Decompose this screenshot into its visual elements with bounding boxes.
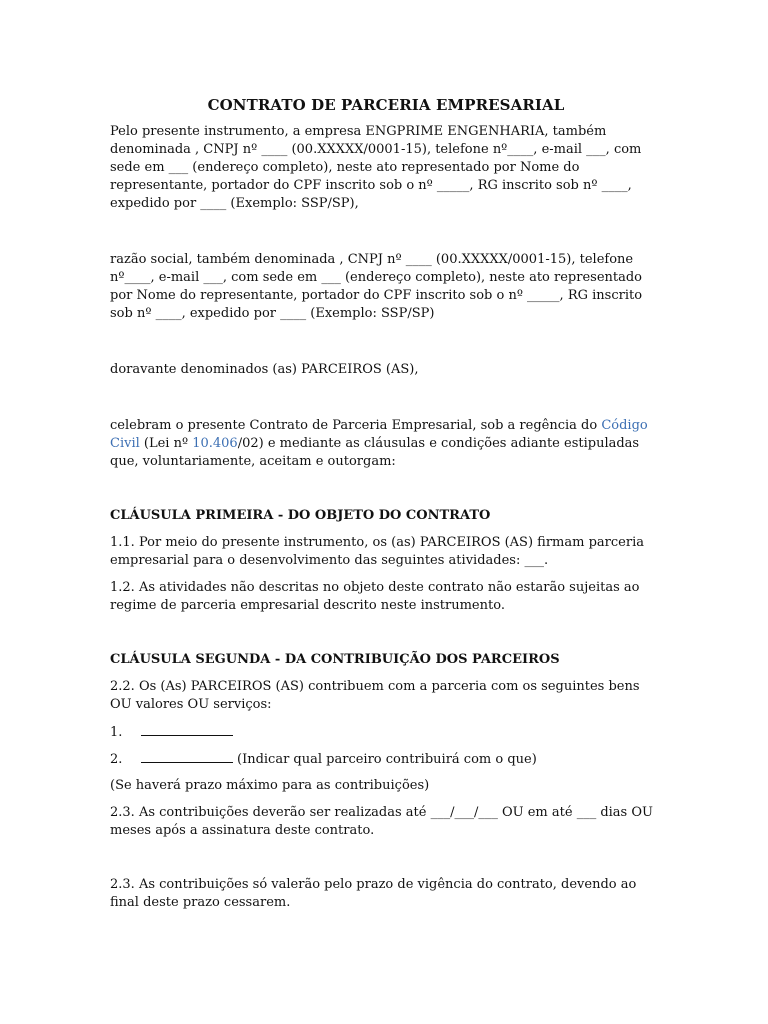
list-text: (Indicar qual parceiro contribuirá com o que) (237, 752, 537, 767)
clause1-item2: 1.2. As atividades não descritas no objeto deste contrato não estarão sujeitas ao regime de parceria empresarial descrito neste instrumento. (110, 580, 640, 613)
list-number: 1. (110, 725, 123, 740)
blank-field (141, 750, 233, 763)
celebram-text-3: /02) e mediante as cláusulas e condições adiante estipuladas que, voluntariamente, aceitam e outorgam: (110, 436, 640, 469)
intro-paragraph: Pelo presente instrumento, a empresa ENGPRIME ENGENHARIA, também denominada , CNPJ nº ____ (00.XXXXX/0001-15), telefone nº____, e-mail ___, com sede em ___ (endereço completo), neste ato representado por Nome do representante, portador do CPF inscrito sob o nº _____, RG inscrito sob nº ____, expedido por ____ (Exemplo: SSP/SP), (110, 124, 642, 211)
celebram-text-2: (Lei nº (139, 436, 193, 451)
celebram-text-1: celebram o presente Contrato de Parceria Empresarial, sob a regência do (110, 418, 602, 433)
document-page (110, 96, 662, 921)
list-number: 2. (110, 752, 123, 767)
celebram-paragraph (110, 417, 662, 471)
clause2-item1: 2.2. Os (As) PARCEIROS (AS) contribuem com a parceria com os seguintes bens OU valores OU serviços: (110, 679, 640, 712)
codigo-civil-link[interactable]: Código Civil (110, 418, 648, 451)
blank-field (141, 723, 233, 736)
contribution-list-item (110, 723, 662, 742)
clause1-item1: 1.1. Por meio do presente instrumento, os (as) PARCEIROS (AS) firmam parceria empresarial para o desenvolvimento das seguintes atividades: ___. (110, 535, 644, 568)
second-party-paragraph: razão social, também denominada , CNPJ nº ____ (00.XXXXX/0001-15), telefone nº____, e-mail ___, com sede em ___ (endereço completo), neste ato representado por Nome do representante, portador do CPF inscrito sob o nº _____, RG inscrito sob nº ____, expedido por ____ (Exemplo: SSP/SP) (110, 252, 643, 321)
clause1-title: CLÁUSULA PRIMEIRA - DO OBJETO DO CONTRATO (110, 508, 491, 523)
clause2-title: CLÁUSULA SEGUNDA - DA CONTRIBUIÇÃO DOS PARCEIROS (110, 652, 560, 667)
document-title: CONTRATO DE PARCERIA EMPRESARIAL (207, 96, 565, 114)
clause2-note: (Se haverá prazo máximo para as contribuições) (110, 778, 430, 793)
clause2-item2: 2.3. As contribuições deverão ser realizadas até ___/___/___ OU em até ___ dias OU meses após a assinatura deste contrato. (110, 805, 653, 838)
doravante-paragraph: doravante denominados (as) PARCEIROS (AS), (110, 362, 419, 377)
lei-number-link[interactable]: 10.406 (192, 436, 238, 451)
contribution-list-item (110, 750, 662, 769)
clause2-item3: 2.3. As contribuições só valerão pelo prazo de vigência do contrato, devendo ao final deste prazo cessarem. (110, 877, 637, 910)
